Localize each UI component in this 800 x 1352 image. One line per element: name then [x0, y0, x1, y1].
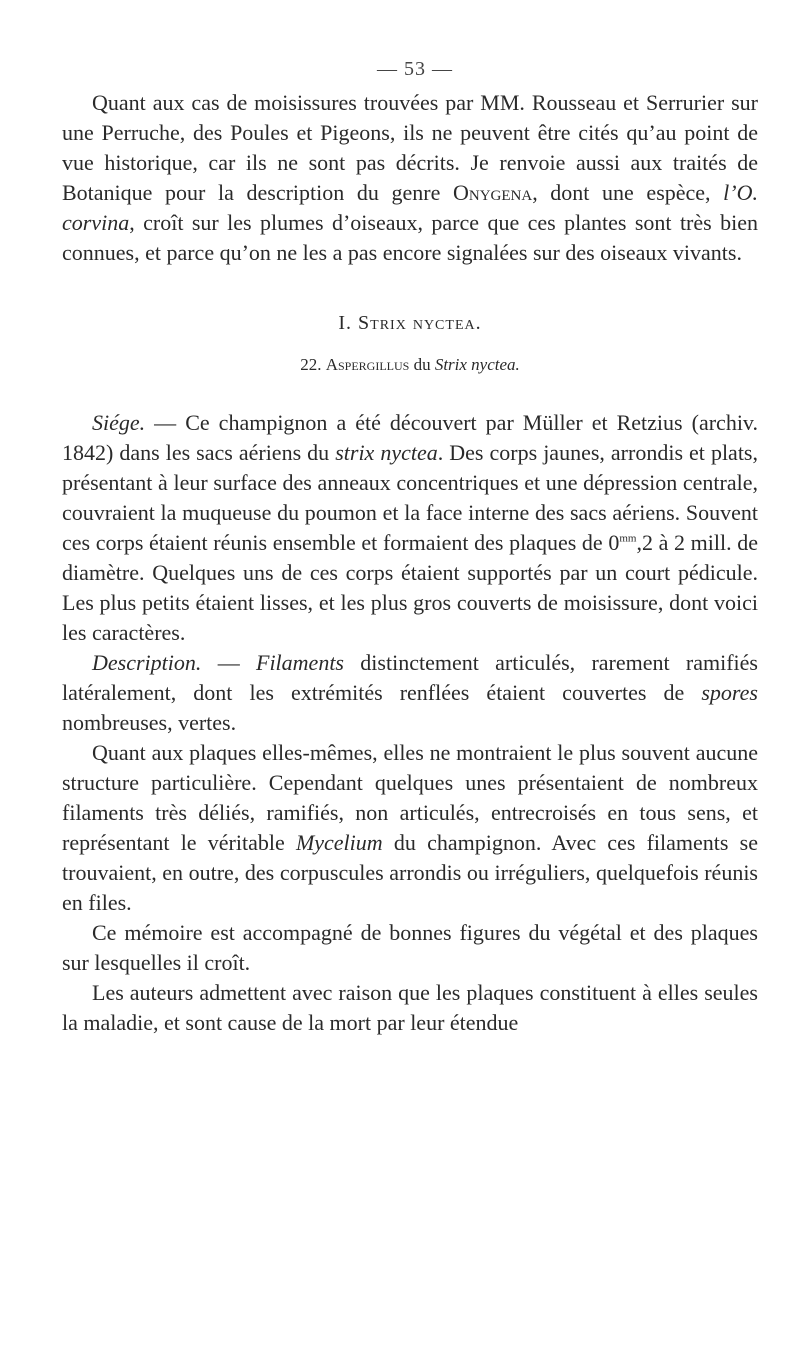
siege-text-a: — Ce champignon a été découvert par Müller et Retzius (archiv. 1842) dans les sacs aériens du	[62, 410, 758, 465]
siege-unit: mm	[619, 532, 637, 545]
subsection-species: Strix nyctea.	[434, 355, 520, 374]
section-heading	[62, 308, 758, 338]
plaques-text-a: Quant aux plaques elles-mêmes, elles ne montraient le plus souvent aucune structure particulière. Cependant quelques unes présentaient de nombreux filaments très déliés, ramifiés, non articulés, entrecroisés en tous sens, et représentant le véritable	[62, 740, 758, 855]
siege-paragraph	[62, 408, 758, 648]
auteurs-paragraph: Les auteurs admettent avec raison que les plaques constituent à elles seules la maladie, et sont cause de la mort par leur étendue	[62, 980, 758, 1035]
subsection-heading	[62, 350, 758, 380]
siege-label: Siége.	[92, 410, 146, 435]
siege-species: strix nyctea	[335, 440, 438, 465]
intro-text-2: , dont une espèce,	[532, 180, 724, 205]
intro-text-3: , croît sur les plumes d’oiseaux, parce que ces plantes sont très bien connues, et parce qu’on ne les a pas encore signalées sur des oiseaux vivants.	[62, 210, 758, 265]
subsection-genus: Aspergillus	[325, 355, 410, 374]
description-filaments: Filaments	[256, 650, 344, 675]
siege-text-c: ,2 à 2 mill. de diamètre. Quelques uns de ces corps étaient supportés par un court pédicule. Les plus petits étaient lisses, et les plus gros couverts de moisissure, dont voici les caractères.	[62, 530, 758, 645]
plaques-paragraph	[62, 738, 758, 918]
subsection-number: 22.	[300, 355, 322, 374]
intro-text-1: Quant aux cas de moisissures trouvées par MM. Rousseau et Serrurier sur une Perruche, des Poules et Pigeons, ils ne peuvent être cités qu’au point de vue historique, car ils ne sont pas décrits. Je renvoie aussi aux traités de Botanique pour la description du genre	[62, 90, 758, 205]
description-label: Description.	[92, 650, 202, 675]
plaques-text-b: du champignon. Avec ces filaments se trouvaient, en outre, des corpuscules arrondis ou irréguliers, quelquefois réunis en files.	[62, 830, 758, 915]
description-spores: spores	[701, 680, 758, 705]
species-o-corvina: l’O. corvina	[62, 180, 758, 235]
plaques-mycelium: Mycelium	[295, 830, 383, 855]
siege-text-b: . Des corps jaunes, arrondis et plats, présentant à leur surface des anneaux concentriques et une dépression centrale, couvraient la muqueuse du poumon et la face interne des sacs aériens. Souvent ces corps étaient réunis ensemble et formaient des plaques de 0	[62, 440, 758, 555]
genus-onygena: Onygena	[452, 180, 533, 205]
description-dash: —	[201, 650, 256, 675]
description-text-a: distinctement articulés, rarement ramifiés latéralement, dont les extrémités renflées étaient couvertes de	[62, 650, 758, 705]
section-title: Strix nyctea.	[358, 312, 482, 334]
book-page	[62, 58, 758, 1038]
memoire-paragraph: Ce mémoire est accompagné de bonnes figures du végétal et des plaques sur lesquelles il croît.	[62, 920, 758, 975]
description-text-b: nombreuses, vertes.	[62, 710, 237, 735]
subsection-rest: du	[409, 355, 435, 374]
page-number: — 53 —	[377, 58, 453, 80]
intro-paragraph	[62, 88, 758, 268]
section-number: I.	[338, 312, 353, 334]
description-paragraph	[62, 648, 758, 738]
